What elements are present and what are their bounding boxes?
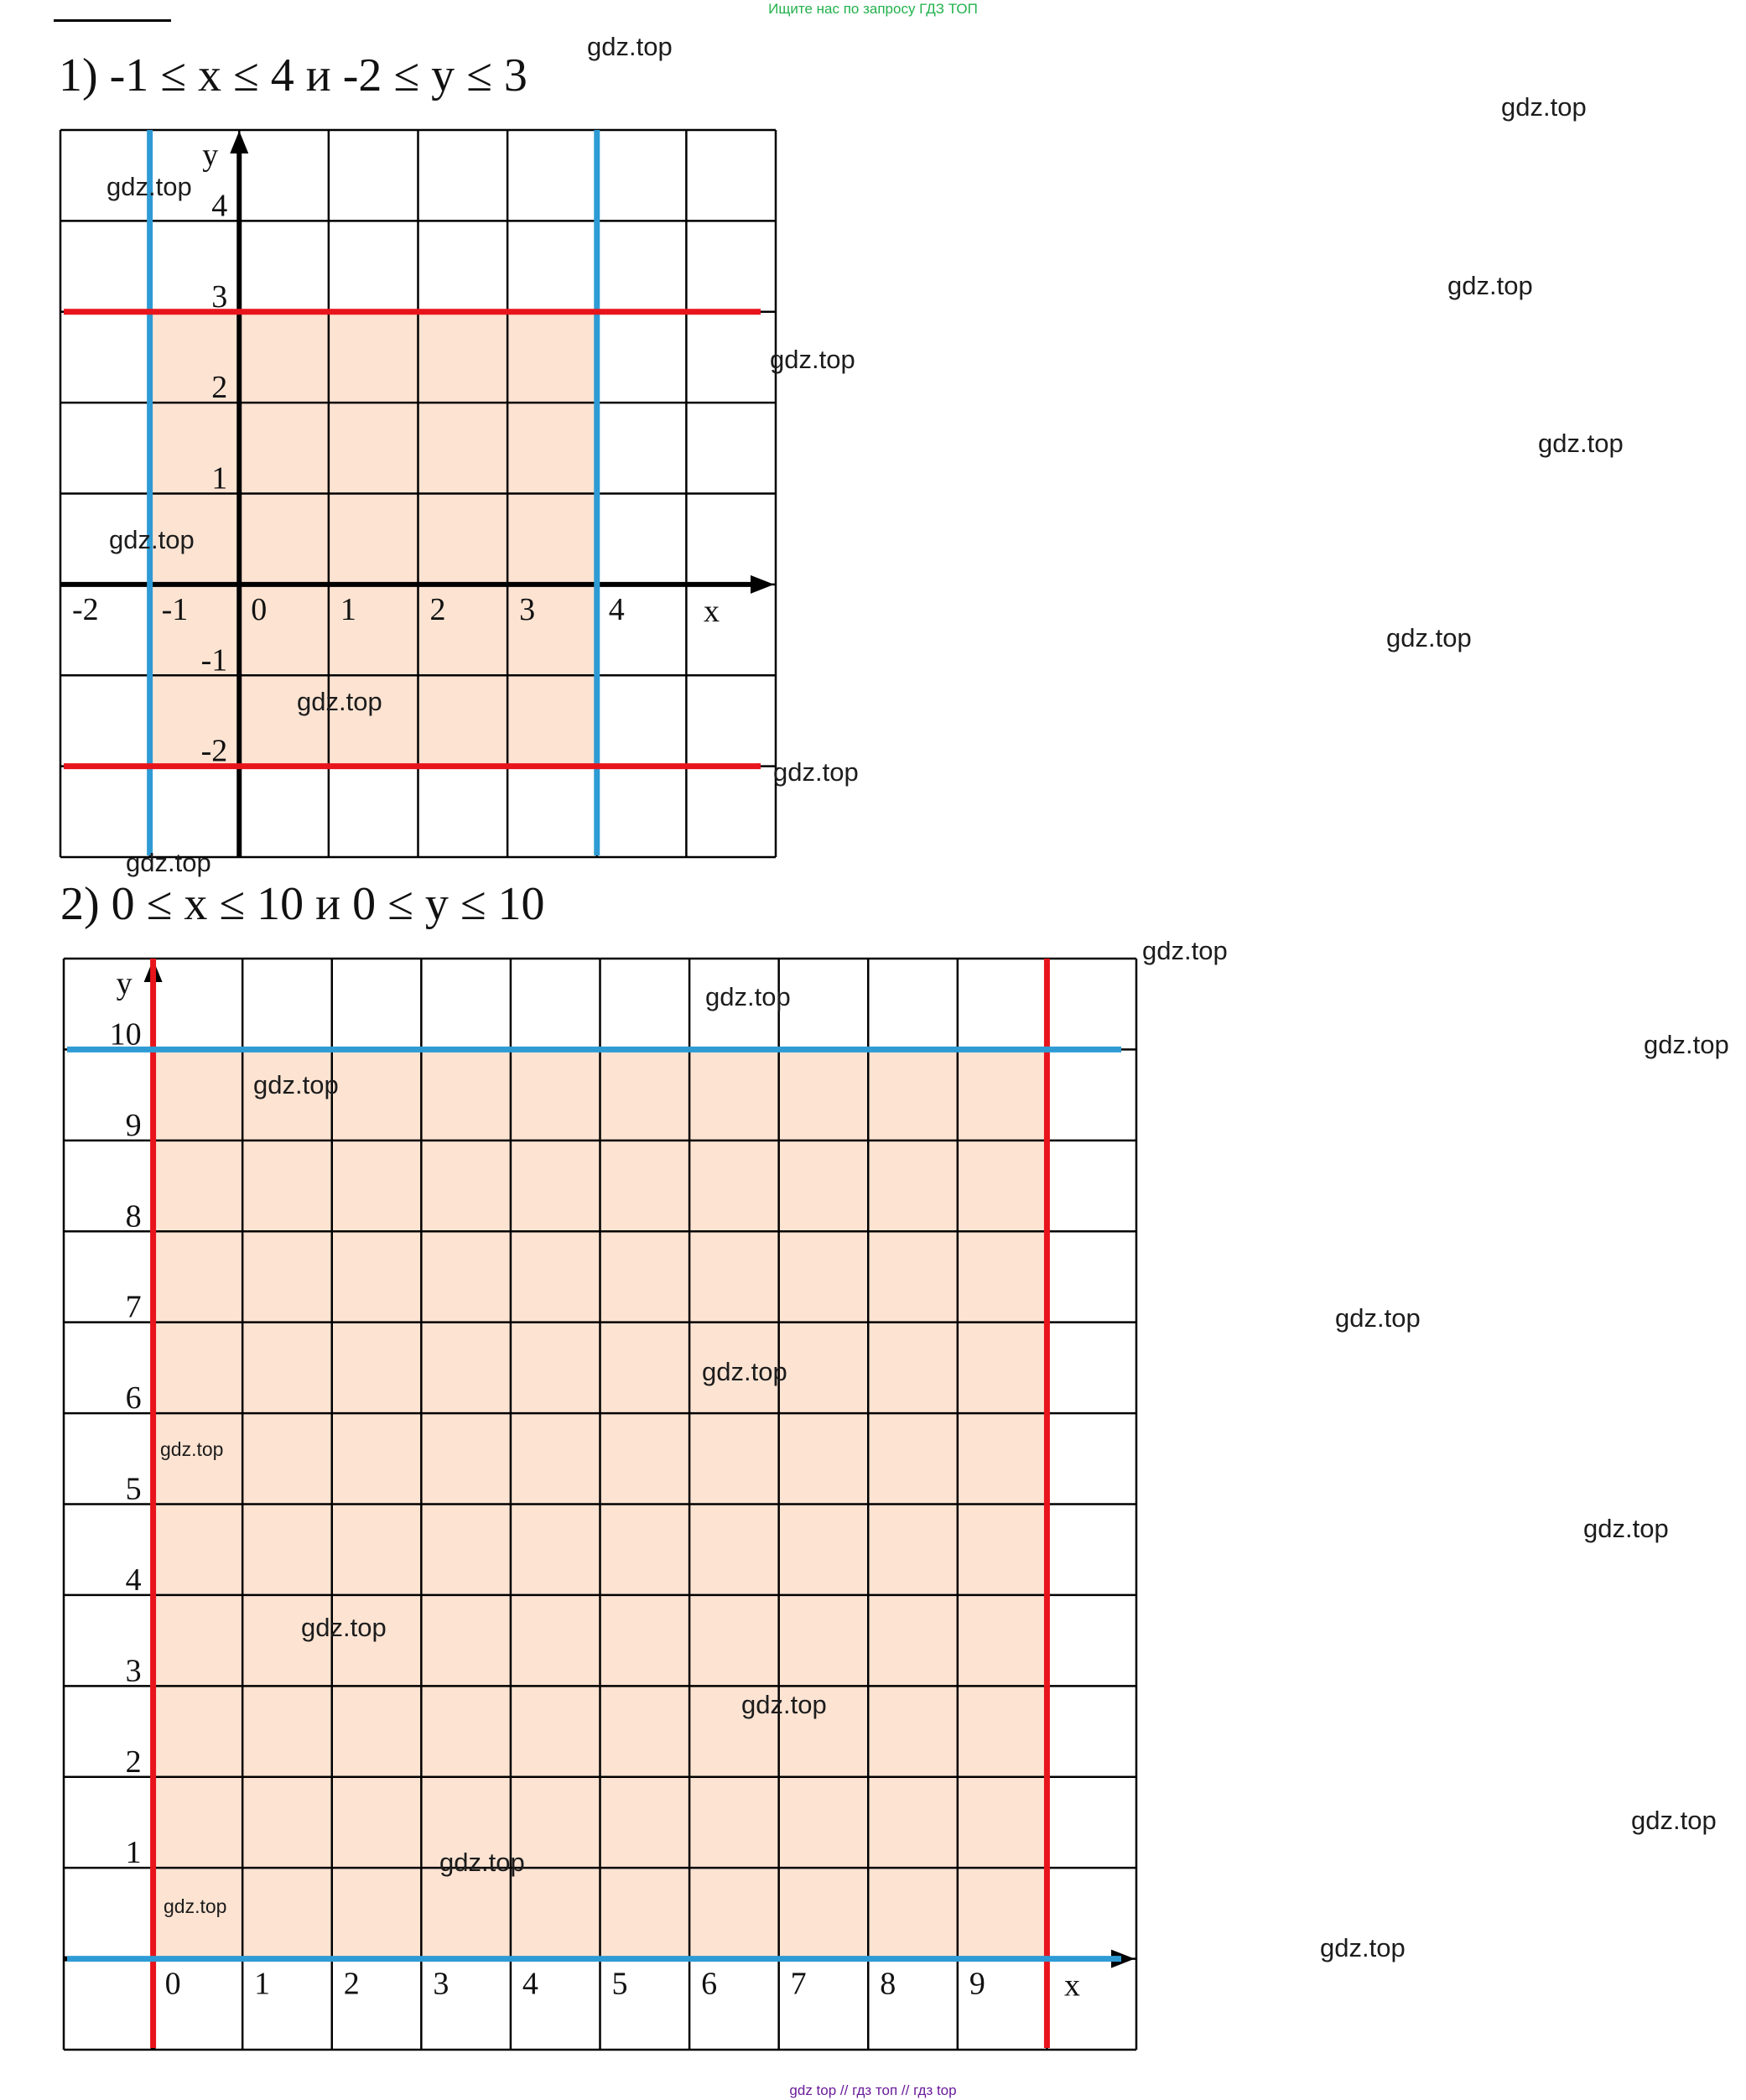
watermark-text: gdz.top [1142,936,1228,965]
watermark-text: gdz.top [126,848,211,877]
task-2-title: 2) 0 ≤ x ≤ 10 и 0 ≤ y ≤ 10 [60,878,545,930]
x-tick-label: 0 [251,591,268,627]
watermark-text: gdz.top [587,32,673,61]
x-tick-label: 2 [343,1966,360,2002]
x-tick-label: 0 [164,1966,181,2002]
x-tick-label: 8 [880,1966,896,2002]
x-axis-label: x [1064,1967,1080,2004]
x-tick-label: 3 [519,591,536,627]
header-note: Ищите нас по запросу ГДЗ ТОП [768,1,978,17]
watermark-text: gdz.top [1644,1030,1729,1059]
x-tick-label: -2 [72,591,99,627]
y-tick-label: 4 [125,1562,142,1598]
y-tick-label: 3 [211,278,228,314]
watermark-text: gdz.top [705,982,791,1011]
watermark-text: gdz.top [301,1613,387,1642]
y-tick-label: -2 [200,733,228,769]
x-tick-label: 1 [254,1966,271,2002]
x-tick-label: 1 [340,591,356,627]
x-tick-label: 7 [790,1966,807,2002]
y-axis-label: y [202,138,219,173]
watermark-text: gdz.top [1386,623,1472,652]
watermark-text: gdz.top [107,172,192,201]
watermark-text: gdz.top [1501,92,1587,122]
watermark-text: gdz.top [741,1690,827,1719]
x-tick-label: -1 [161,591,189,627]
watermark-text: gdz.top [1447,271,1533,300]
y-tick-label: 6 [125,1380,142,1416]
y-tick-label: -1 [200,642,228,678]
watermark-text: gdz.top [770,345,855,374]
x-tick-label: 4 [608,591,625,627]
x-tick-label: 9 [969,1966,985,2002]
watermark-text: gdz.top [439,1848,525,1877]
watermark-text: gdz.top [1320,1933,1406,1962]
y-tick-label: 2 [211,370,228,406]
y-tick-label: 9 [125,1107,142,1143]
watermark-text: gdz.top [1538,429,1624,458]
x-tick-label: 3 [433,1966,449,2002]
y-tick-label: 4 [211,188,228,224]
y-tick-label: 8 [125,1198,142,1235]
watermark-text: gdz.top [1631,1806,1717,1835]
x-tick-label: 6 [701,1966,718,2002]
watermark-text: gdz.top [297,687,382,716]
watermark-text: gdz.top [164,1895,227,1917]
y-tick-label: 2 [125,1744,142,1780]
watermark-text: gdz.top [1335,1303,1421,1333]
x-tick-label: 4 [522,1966,538,2002]
y-tick-label: 3 [125,1653,142,1689]
watermark-text: gdz.top [1583,1514,1669,1543]
watermark-text: gdz.top [702,1357,787,1386]
y-tick-label: 7 [125,1289,142,1325]
footer-note: gdz top // гдз топ // гдз top [789,2082,957,2098]
y-tick-label: 1 [211,460,228,496]
x-tick-label: 5 [611,1966,628,2002]
y-tick-label: 5 [125,1471,142,1507]
y-axis-label: y [116,966,133,1001]
watermark-text: gdz.top [253,1070,339,1099]
x-axis-label: x [704,593,720,629]
watermark-text: gdz.top [160,1438,224,1460]
watermark-text: gdz.top [773,757,859,787]
y-tick-label: 10 [109,1016,142,1053]
watermark-text: gdz.top [109,525,195,554]
y-tick-label: 1 [125,1835,142,1871]
x-tick-label: 2 [429,591,446,627]
task-1-title: 1) -1 ≤ x ≤ 4 и -2 ≤ y ≤ 3 [59,49,527,101]
